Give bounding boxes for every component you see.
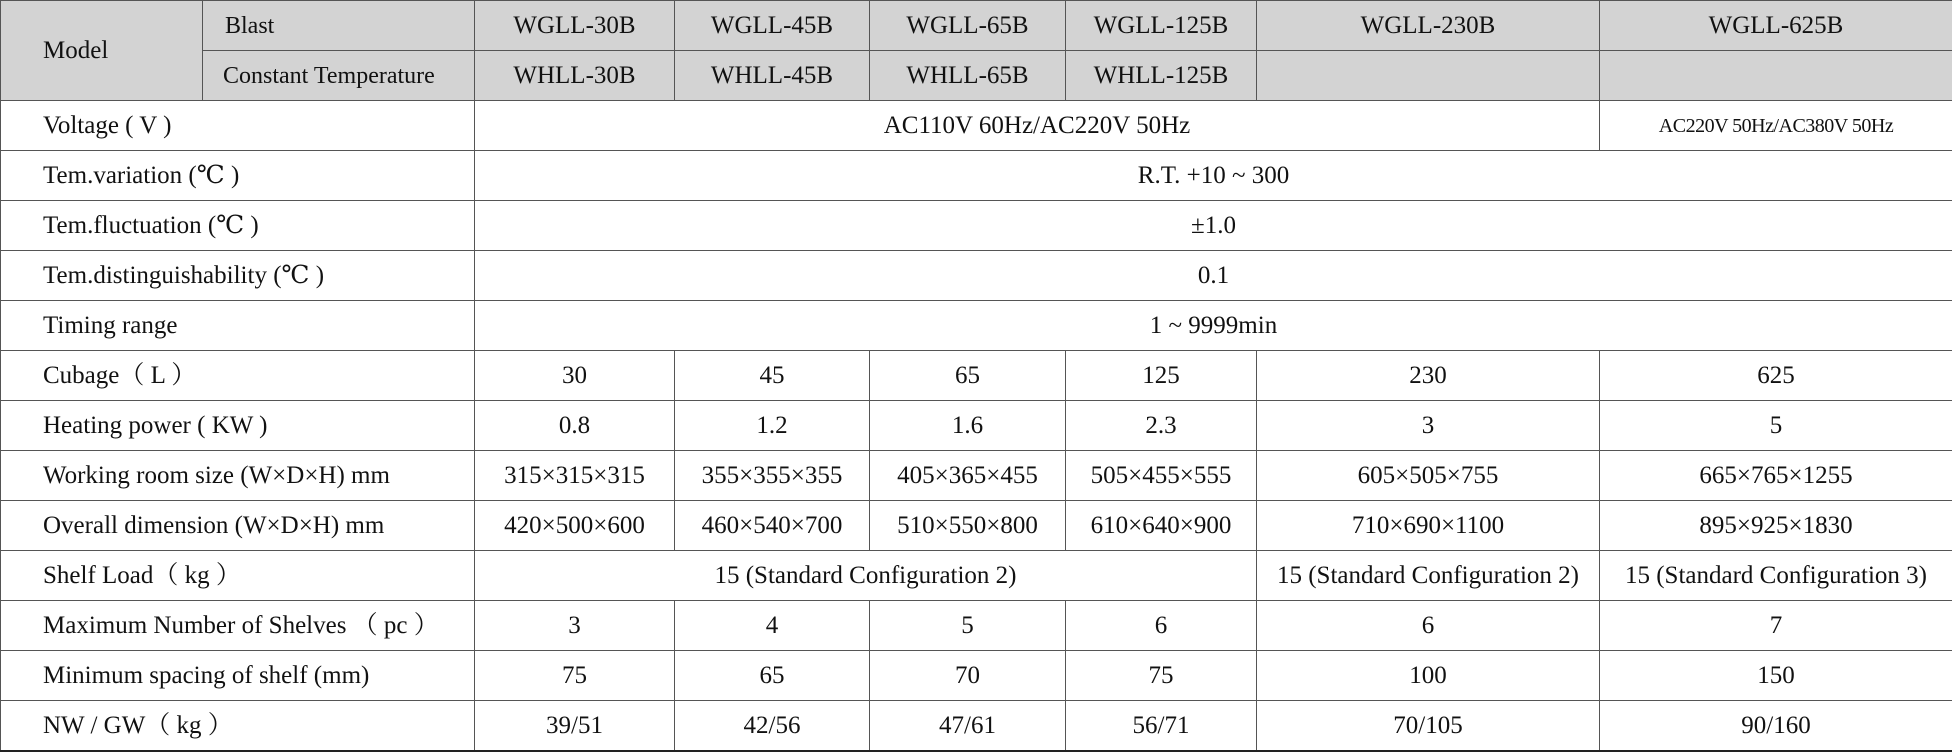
table-row <box>1 501 1952 551</box>
table-row <box>1 701 1952 752</box>
nw-gw-value: 42/56 <box>675 701 870 752</box>
voltage-label: Voltage ( V ) <box>1 101 475 151</box>
overall-dimension-value: 510×550×800 <box>870 501 1066 551</box>
working-room-size-value: 315×315×315 <box>475 451 675 501</box>
constant-model-4: WHLL-125B <box>1066 51 1257 101</box>
table-row <box>1 301 1952 351</box>
tem-variation-label: Tem.variation (℃ ) <box>1 151 475 201</box>
overall-dimension-value: 420×500×600 <box>475 501 675 551</box>
nw-gw-value: 70/105 <box>1257 701 1600 752</box>
blast-model-5: WGLL-230B <box>1257 1 1600 51</box>
table-row <box>1 351 1952 401</box>
header-row-blast <box>1 1 1952 51</box>
table-row <box>1 151 1952 201</box>
blast-model-1: WGLL-30B <box>475 1 675 51</box>
blast-model-6: WGLL-625B <box>1600 1 1952 51</box>
heating-power-value: 2.3 <box>1066 401 1257 451</box>
nw-gw-label: NW / GW（ kg ） <box>1 701 475 752</box>
heating-power-value: 5 <box>1600 401 1952 451</box>
tem-variation-value: R.T. +10 ~ 300 <box>475 151 1952 201</box>
max-shelves-value: 6 <box>1257 601 1600 651</box>
header-row-constant <box>1 51 1952 101</box>
min-spacing-value: 100 <box>1257 651 1600 701</box>
working-room-size-value: 665×765×1255 <box>1600 451 1952 501</box>
blast-model-2: WGLL-45B <box>675 1 870 51</box>
constant-model-2: WHLL-45B <box>675 51 870 101</box>
shelf-load-value-230b: 15 (Standard Configuration 2) <box>1257 551 1600 601</box>
overall-dimension-value: 895×925×1830 <box>1600 501 1952 551</box>
nw-gw-value: 47/61 <box>870 701 1066 752</box>
table-row <box>1 551 1952 601</box>
working-room-size-value: 505×455×555 <box>1066 451 1257 501</box>
shelf-load-value: 15 (Standard Configuration 2) <box>475 551 1257 601</box>
shelf-load-value-625b: 15 (Standard Configuration 3) <box>1600 551 1952 601</box>
max-shelves-value: 4 <box>675 601 870 651</box>
overall-dimension-value: 710×690×1100 <box>1257 501 1600 551</box>
blast-model-4: WGLL-125B <box>1066 1 1257 51</box>
blast-model-3: WGLL-65B <box>870 1 1066 51</box>
heating-power-value: 1.6 <box>870 401 1066 451</box>
timing-range-label: Timing range <box>1 301 475 351</box>
nw-gw-value: 39/51 <box>475 701 675 752</box>
cubage-value: 230 <box>1257 351 1600 401</box>
max-shelves-value: 6 <box>1066 601 1257 651</box>
nw-gw-value: 56/71 <box>1066 701 1257 752</box>
table-row <box>1 201 1952 251</box>
working-room-size-value: 405×365×455 <box>870 451 1066 501</box>
table-row <box>1 651 1952 701</box>
shelf-load-label: Shelf Load（ kg ） <box>1 551 475 601</box>
cubage-value: 45 <box>675 351 870 401</box>
timing-range-value: 1 ~ 9999min <box>475 301 1952 351</box>
constant-temperature-label: Constant Temperature <box>203 51 475 101</box>
table-row <box>1 101 1952 151</box>
blast-label: Blast <box>203 1 475 51</box>
tem-distinguishability-value: 0.1 <box>475 251 1952 301</box>
constant-model-3: WHLL-65B <box>870 51 1066 101</box>
nw-gw-value: 90/160 <box>1600 701 1952 752</box>
table-row <box>1 251 1952 301</box>
min-spacing-value: 70 <box>870 651 1066 701</box>
overall-dimension-value: 460×540×700 <box>675 501 870 551</box>
constant-model-5 <box>1257 51 1600 101</box>
constant-model-6 <box>1600 51 1952 101</box>
model-header: Model <box>1 1 203 101</box>
working-room-size-value: 355×355×355 <box>675 451 870 501</box>
table-row <box>1 601 1952 651</box>
min-spacing-value: 65 <box>675 651 870 701</box>
max-shelves-value: 7 <box>1600 601 1952 651</box>
working-room-size-value: 605×505×755 <box>1257 451 1600 501</box>
heating-power-value: 1.2 <box>675 401 870 451</box>
table-row <box>1 401 1952 451</box>
tem-fluctuation-value: ±1.0 <box>475 201 1952 251</box>
max-shelves-value: 5 <box>870 601 1066 651</box>
table-row <box>1 451 1952 501</box>
cubage-value: 625 <box>1600 351 1952 401</box>
constant-model-1: WHLL-30B <box>475 51 675 101</box>
tem-fluctuation-label: Tem.fluctuation (℃ ) <box>1 201 475 251</box>
working-room-size-label: Working room size (W×D×H) mm <box>1 451 475 501</box>
heating-power-value: 0.8 <box>475 401 675 451</box>
tem-distinguishability-label: Tem.distinguishability (℃ ) <box>1 251 475 301</box>
heating-power-label: Heating power ( KW ) <box>1 401 475 451</box>
cubage-value: 65 <box>870 351 1066 401</box>
overall-dimension-label: Overall dimension (W×D×H) mm <box>1 501 475 551</box>
cubage-label: Cubage（ L ） <box>1 351 475 401</box>
min-spacing-value: 150 <box>1600 651 1952 701</box>
min-spacing-label: Minimum spacing of shelf (mm) <box>1 651 475 701</box>
min-spacing-value: 75 <box>475 651 675 701</box>
voltage-value-625b: AC220V 50Hz/AC380V 50Hz <box>1600 101 1952 151</box>
max-shelves-label: Maximum Number of Shelves （ pc ） <box>1 601 475 651</box>
min-spacing-value: 75 <box>1066 651 1257 701</box>
heating-power-value: 3 <box>1257 401 1600 451</box>
cubage-value: 125 <box>1066 351 1257 401</box>
max-shelves-value: 3 <box>475 601 675 651</box>
voltage-value: AC110V 60Hz/AC220V 50Hz <box>475 101 1600 151</box>
cubage-value: 30 <box>475 351 675 401</box>
overall-dimension-value: 610×640×900 <box>1066 501 1257 551</box>
